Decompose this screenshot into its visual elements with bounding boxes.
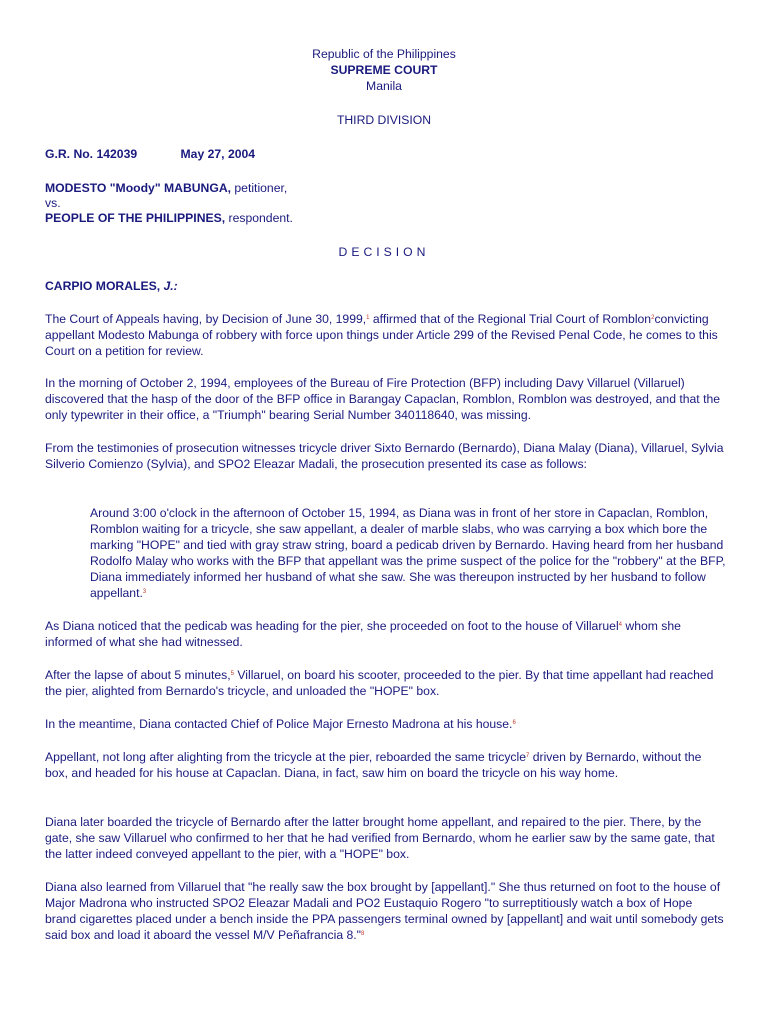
gr-number: G.R. No. 142039 [45, 147, 138, 161]
respondent-line: PEOPLE OF THE PHILIPPINES, respondent. [45, 211, 293, 225]
paragraph-3: From the testimonies of prosecution witnesses tricycle driver Sixto Bernardo (Bernardo), Diana Malay (Diana), Villaruel, Sylvia Silverio Comienzo (Sylvia), and SPO2 Eleazar Madali, the prosecution presented its case as follows: [45, 441, 724, 471]
case-date: May 27, 2004 [180, 147, 256, 161]
paragraph-1: The Court of Appeals having, by Decision of June 30, 1999,$^1$ affirmed that of the Regional Trial Court of Romblon$^2$convicting appellant Modesto Mabunga of robbery with force upon things under Article 299 of the Revised Penal Code, he comes to this Court on a petition for review. [45, 312, 718, 358]
versus: vs. [45, 196, 61, 210]
paragraph-6: In the meantime, Diana contacted Chief of Police Major Ernesto Madrona at his house.$^6$ [45, 717, 516, 731]
paragraph-4: As Diana noticed that the pedicab was heading for the pier, she proceeded on foot to the house of Villaruel$^4$ whom she informed of what she had witnessed. [45, 619, 681, 649]
header-place: Manila [366, 79, 402, 93]
quoted-paragraph: Around 3:00 o'clock in the afternoon of October 15, 1994, as Diana was in front of her store in Capaclan, Romblon, Romblon waiting for a tricycle, she saw appellant, a dealer of marble slabs, who was carrying a box which bore the marking "HOPE" and tied with gray straw string, board a pedicab driven by Bernardo. Having heard from her husband Rodolfo Malay who works with the BFP that appellant was the prime suspect of the police for the "robbery" at the BFP, Diana immediately informed her husband of what she saw. She was thereupon instructed by her husband to follow appellant.$^3$ [90, 506, 726, 600]
ponente: CARPIO MORALES, J.: [45, 279, 178, 293]
paragraph-9: Diana also learned from Villaruel that "he really saw the box brought by [appellant]." She thus returned on foot to the house of Major Madrona who instructed SPO2 Eleazar Madali and PO2 Eustaquio Rogero "to surreptitiously watch a box of Hope brand cigarettes placed under a bench inside the PPA passengers terminal owned by [appellant] and wait until somebody gets said box and load it aboard the vessel M/V Peñafrancia 8."$^8$ [45, 880, 724, 942]
paragraph-5: After the lapse of about 5 minutes,$^5$ Villaruel, on board his scooter, proceeded to the pier. By that time appellant had reached the pier, alighted from Bernardo's tricycle, and unloaded the "HOPE" box. [45, 668, 714, 698]
case-number-line [45, 146, 725, 162]
division: THIRD DIVISION [336, 113, 432, 127]
header-republic: Republic of the Philippines [312, 47, 456, 61]
header-court: SUPREME COURT [330, 63, 438, 77]
paragraph-7: Appellant, not long after alighting from the tricycle at the pier, reboarded the same tricycle$^7$ driven by Bernardo, without the box, and headed for his house at Capaclan. Diana, in fact, saw him on board the tricycle on his way home. [45, 750, 702, 780]
petitioner-line: MODESTO "Moody" MABUNGA, petitioner, [45, 181, 288, 195]
decision-title: DECISION [338, 245, 430, 259]
paragraph-8: Diana later boarded the tricycle of Bernardo after the latter brought home appellant, and repaired to the pier. There, by the gate, she saw Villaruel who confirmed to her that he had verified from Bernardo, whom he earlier saw by the same gate, that the latter indeed conveyed appellant to the pier, with a "HOPE" box. [45, 815, 715, 861]
paragraph-2: In the morning of October 2, 1994, employees of the Bureau of Fire Protection (BFP) including Davy Villaruel (Villaruel) discovered that the hasp of the door of the BFP office in Barangay Capaclan, Romblon, Romblon was destroyed, and that the only typewriter in their office, a "Triumph" bearing Serial Number 340118640, was missing. [45, 376, 721, 422]
